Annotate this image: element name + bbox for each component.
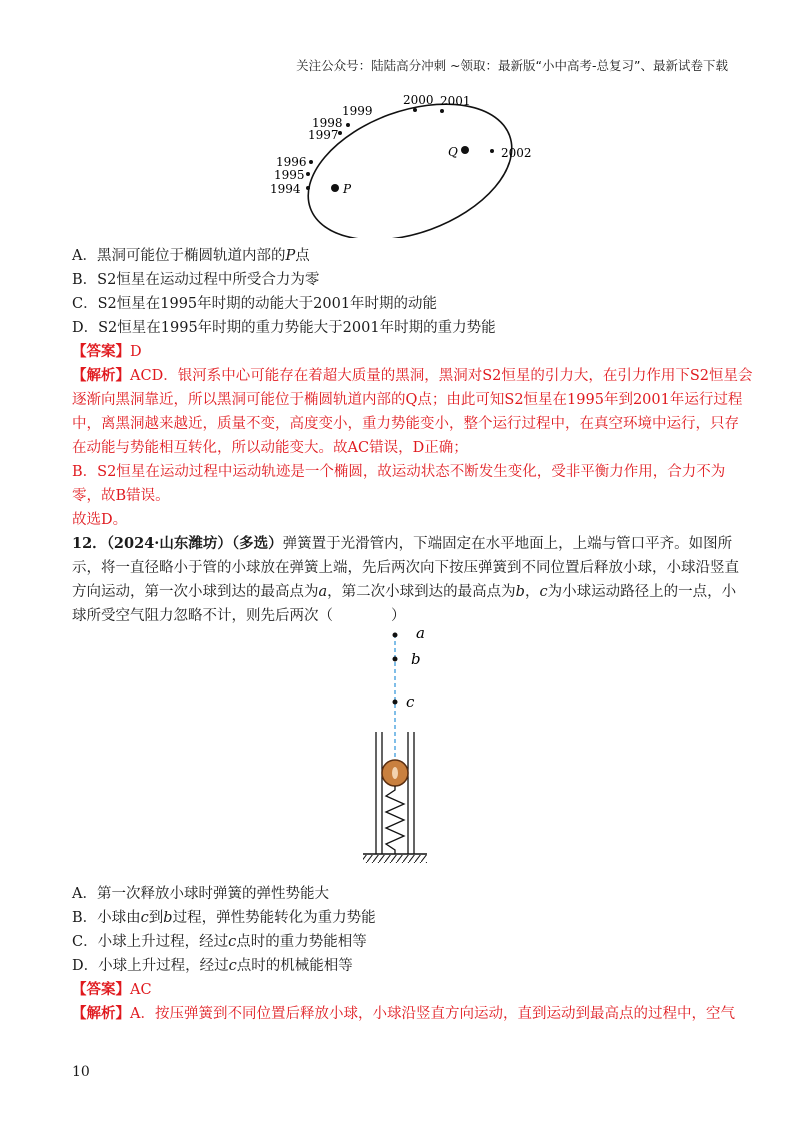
label-1999: 1999 <box>342 104 373 118</box>
label-Q: Q <box>448 145 458 159</box>
q11-analysis-line-2: 逐渐向黑洞靠近，所以黑洞可能位于椭圆轨道内部的Q点；由此可知S2恒星在1995年到2001年运行过程 <box>72 392 743 408</box>
point-c <box>393 700 398 705</box>
q11-option-c: C．S2恒星在1995年时期的动能大于2001年时期的动能 <box>72 296 438 312</box>
point-Q <box>461 146 469 154</box>
orbit-point-2001 <box>440 109 444 113</box>
label-b: b <box>411 650 421 668</box>
orbit-point-1994 <box>306 186 310 190</box>
orbit-point-1997 <box>338 131 342 135</box>
q11-analysis-line-3: 中，离黑洞越来越近，质量不变，高度变小，重力势能变小，整个运行过程中，在真空环境中运行，只存 <box>72 416 739 432</box>
q12-answer: 【答案】AC <box>72 981 152 998</box>
q12-stem-line-2: 示，将一直径略小于管的小球放在弹簧上端，先后两次向下按压弹簧到不同位置后释放小球，小球沿竖直 <box>72 560 739 576</box>
point-b <box>393 657 398 662</box>
orbit-point-1996 <box>309 160 313 164</box>
label-2002: 2002 <box>501 146 532 160</box>
q11-answer: 【答案】D <box>72 343 142 360</box>
q11-analysis-line-6: 零，故B错误。 <box>72 488 170 504</box>
label-1997: 1997 <box>308 128 339 142</box>
q12-option-a: A．第一次释放小球时弹簧的弹性势能大 <box>72 886 329 902</box>
label-1996: 1996 <box>276 155 307 169</box>
point-a <box>393 633 398 638</box>
ball-highlight <box>392 767 398 779</box>
q12-stem-line-3: 方向运动，第一次小球到达的最高点为a，第二次小球到达的最高点为b，c为小球运动路径上的一点，小 <box>72 584 737 600</box>
label-c: c <box>406 693 415 711</box>
elliptical-orbit <box>290 88 531 238</box>
spring <box>386 786 404 854</box>
ground-hatch <box>363 855 427 863</box>
q11-option-b: B．S2恒星在运动过程中所受合力为零 <box>72 272 320 288</box>
q11-analysis-line-1: 【解析】ACD．银河系中心可能存在着超大质量的黑洞，黑洞对S2恒星的引力大，在引力作用下S2恒星会 <box>72 367 753 384</box>
q12-stem-line-1: 12．（2024·山东潍坊）（多选）弹簧置于光滑管内，下端固定在水平地面上，上端与管口平齐。如图所 <box>72 535 733 552</box>
orbit-point-1995 <box>306 172 310 176</box>
page-header: 关注公众号：陆陆高分冲刺 ~领取：最新版“小中高考-总复习”、最新试卷下载 <box>296 58 728 73</box>
spring-tube-figure <box>355 622 445 874</box>
q12-option-c: C．小球上升过程，经过c点时的重力势能相等 <box>72 934 367 950</box>
q11-analysis-line-5: B．S2恒星在运动过程中运动轨迹是一个椭圆，故运动状态不断发生变化，受非平衡力作用，合力不为 <box>72 464 726 480</box>
orbit-point-2002 <box>490 149 494 153</box>
label-1994: 1994 <box>270 182 301 196</box>
q12-option-b: B．小球由c到b过程，弹性势能转化为重力势能 <box>72 910 376 926</box>
q11-conclusion: 故选D。 <box>72 512 128 528</box>
q12-stem-line-4: 球所受空气阻力忽略不计，则先后两次（ ） <box>72 608 406 624</box>
q12-option-d: D．小球上升过程，经过c点时的机械能相等 <box>72 958 353 974</box>
q11-option-a: A．黑洞可能位于椭圆轨道内部的P点 <box>72 248 310 264</box>
q11-analysis-line-4: 在动能与势能相互转化，所以动能变大。故AC错误，D正确； <box>72 440 468 456</box>
label-2001: 2001 <box>440 94 471 108</box>
orbit-point-1998 <box>346 123 350 127</box>
q12-analysis-line-1: 【解析】A．按压弹簧到不同位置后释放小球，小球沿竖直方向运动，直到运动到最高点的过程中，空气 <box>72 1005 735 1022</box>
label-P: P <box>343 182 352 196</box>
orbit-point-2000 <box>413 108 417 112</box>
orbit-figure <box>260 88 540 238</box>
q11-option-d: D．S2恒星在1995年时期的重力势能大于2001年时期的重力势能 <box>72 320 496 336</box>
label-2000: 2000 <box>403 93 434 107</box>
label-1995: 1995 <box>274 168 305 182</box>
page-number: 10 <box>72 1064 90 1080</box>
label-a: a <box>416 624 425 642</box>
point-P <box>331 184 339 192</box>
label-1998: 1998 <box>312 116 343 130</box>
